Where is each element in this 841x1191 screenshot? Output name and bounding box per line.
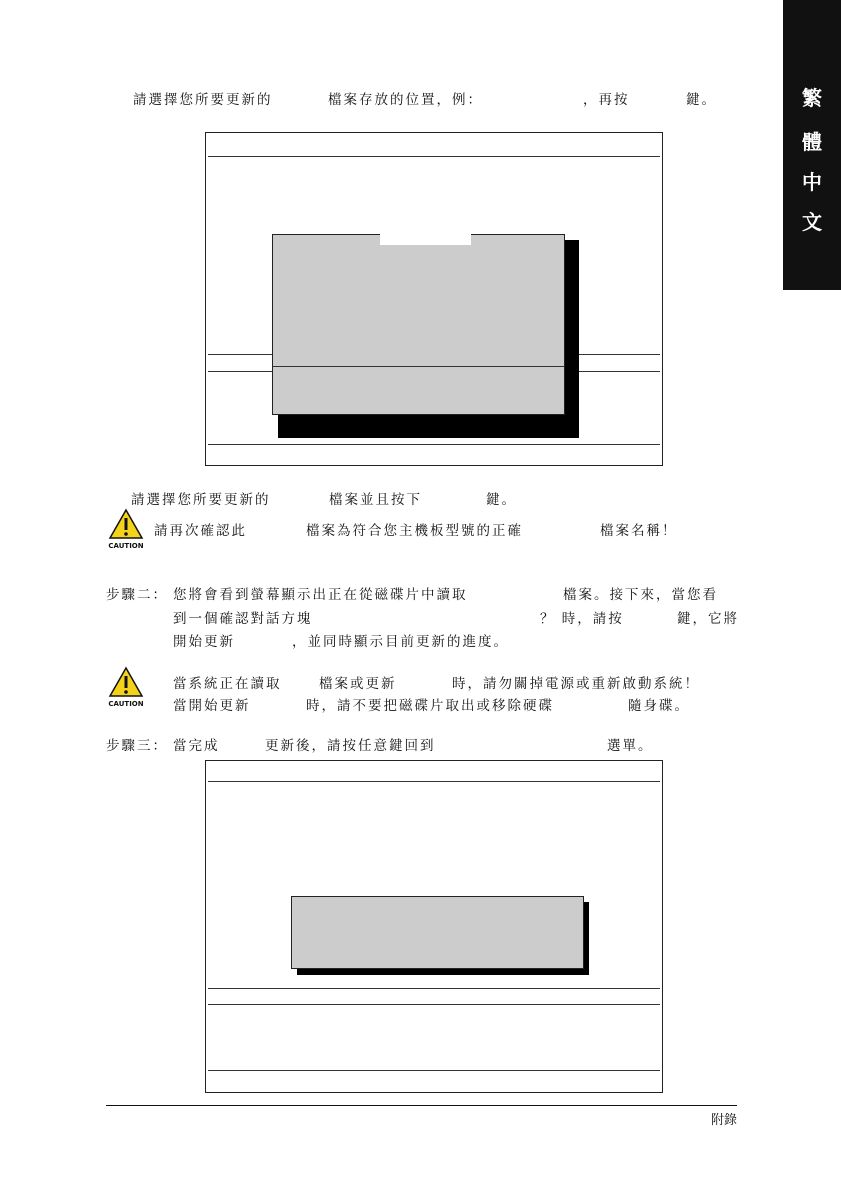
step2-text-part: 鍵，它將: [677, 611, 739, 627]
side-tab-char: 體: [802, 130, 822, 154]
side-tab-char: 繁: [802, 86, 822, 110]
step2-text-part: 到一個確認對話方塊: [173, 611, 313, 627]
screen-divider: [208, 1070, 660, 1071]
screen-divider: [208, 988, 660, 989]
caution2-text-part: 時，請勿關掉電源或重新啟動系統！: [452, 676, 700, 692]
caution-label: CAUTION: [108, 700, 144, 708]
intro-text-part: 檔案存放的位置，例：: [328, 92, 483, 108]
step2-text-part: ？ 時，請按: [540, 611, 624, 627]
dialog-divider: [273, 366, 564, 367]
screen-divider: [208, 1004, 660, 1005]
side-tab-char: 文: [802, 210, 822, 234]
screen-divider: [208, 444, 660, 445]
step3-label: 步驟三：: [106, 738, 168, 754]
select-text-part: 鍵。: [486, 492, 517, 508]
file-select-dialog: [272, 234, 565, 415]
step2-text-part: 開始更新: [173, 634, 235, 650]
caution-text-part: 請再次確認此: [154, 523, 247, 539]
intro-text-part: 請選擇您所要更新的: [133, 92, 273, 108]
dialog-title-bar: [380, 234, 471, 245]
screen-divider: [208, 156, 660, 157]
caution2-text-part: 當系統正在讀取: [173, 676, 282, 692]
caution2-text-part: 當開始更新: [173, 698, 251, 714]
caution-icon: [106, 666, 146, 708]
caution-icon: [106, 508, 146, 550]
intro-text-part: ，再按: [583, 92, 630, 108]
step2-text-part: 檔案。接下來，當您看: [563, 587, 718, 603]
select-text-part: 檔案並且按下: [329, 492, 422, 508]
step2-label: 步驟二：: [106, 587, 168, 603]
step2-text-part: ，並同時顯示目前更新的進度。: [292, 634, 509, 650]
footer-label: 附錄: [710, 1113, 737, 1128]
caution-label: CAUTION: [108, 542, 144, 550]
select-text-part: 請選擇您所要更新的: [131, 492, 271, 508]
caution2-text-part: 時，請不要把磁碟片取出或移除硬碟: [306, 698, 554, 714]
step2-text-part: 您將會看到螢幕顯示出正在從磁碟片中讀取: [173, 587, 468, 603]
caution-text-part: 檔案為符合您主機板型號的正確: [306, 523, 523, 539]
update-complete-dialog: [291, 896, 584, 969]
language-side-tab: [783, 0, 841, 290]
side-tab-char: 中: [802, 170, 822, 194]
step3-text-part: 更新後，請按任意鍵回到: [265, 738, 436, 754]
footer-rule: [106, 1105, 737, 1106]
intro-text-part: 鍵。: [686, 92, 717, 108]
step3-text-part: 當完成: [173, 738, 220, 754]
caution-text-part: 檔案名稱！: [600, 523, 678, 539]
step3-text-part: 選單。: [607, 738, 654, 754]
screen-divider: [208, 781, 660, 782]
caution2-text-part: 檔案或更新: [319, 676, 397, 692]
caution2-text-part: 隨身碟。: [628, 698, 690, 714]
